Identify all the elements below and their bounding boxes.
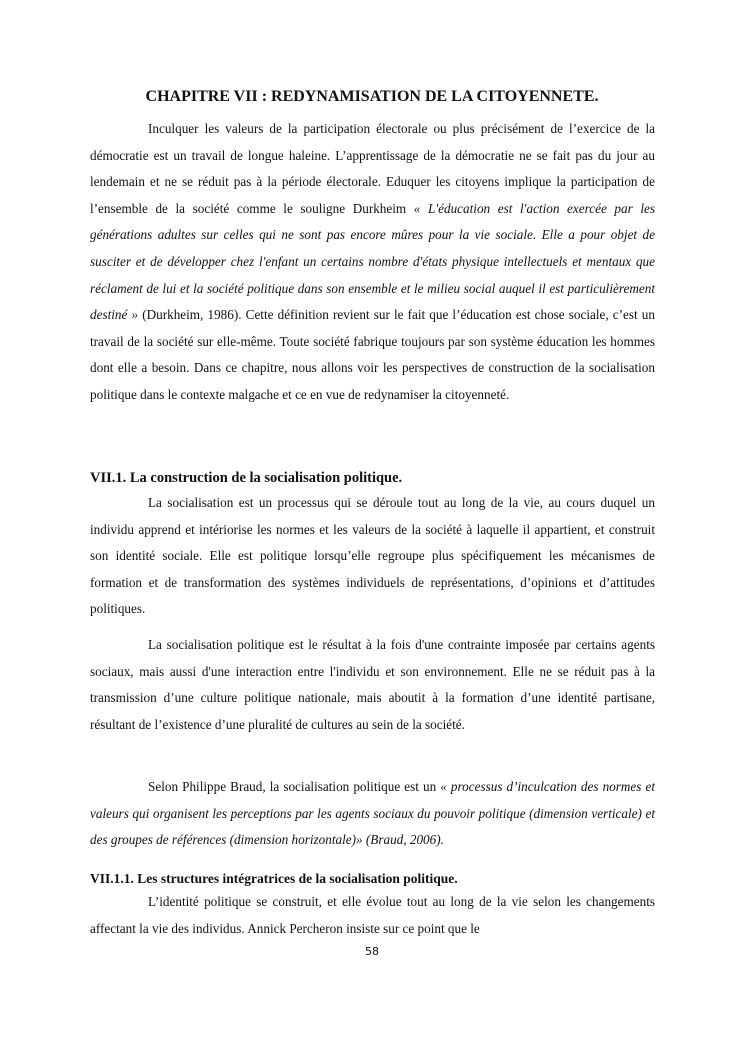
section-1-paragraph-1: La socialisation est un processus qui se déroule tout au long de la vie, au cours duquel un individu apprend et intériorise les normes et les valeurs de la société à laquelle il appartient, et construit son identité sociale. Elle est politique lorsqu’elle regroupe plus spécifiquement les mécanismes de formation et de transformation des systèmes individuels de représentations, d’opinions et d’attitudes politiques. — [90, 495, 655, 617]
intro-paragraph — [90, 116, 655, 409]
section-1-1-paragraph-1: L’identité politique se construit, et elle évolue tout au long de la vie selon les changements affectant la vie des individus. Annick Percheron insiste sur ce point que le — [90, 894, 655, 936]
page-number: 58 — [365, 945, 379, 958]
section-1-paragraph-2: La socialisation politique est le résultat à la fois d'une contrainte imposée par certains agents sociaux, mais aussi d'une interaction entre l'individu et son environnement. Elle ne se réduit pas à la transmission d’une culture politique nationale, mais aboutit à la formation d’une identité partisane, résultant de l’existence d’une pluralité de cultures au sein de la société. — [90, 637, 655, 732]
section-1-paragraph-3 — [90, 774, 655, 854]
braud-lead: Selon Philippe Braud, la socialisation politique est un — [148, 779, 441, 794]
section-heading-vii-1-1: VII.1.1. Les structures intégratrices de la socialisation politique. — [90, 871, 458, 886]
intro-text-continued: (Durkheim, 1986). Cette définition revient sur le fait que l’éducation est chose sociale, c’est un travail de la société sur elle-même. Toute société fabrique toujours par son système éducation les hommes dont elle a besoin. Dans ce chapitre, nous allons voir les perspectives de construction de la socialisation politique dans le contexte malgache et ce en vue de redynamiser la citoyenneté. — [90, 307, 655, 402]
chapter-title: CHAPITRE VII : REDYNAMISATION DE LA CITOYENNETE. — [145, 88, 599, 105]
section-heading-vii-1: VII.1. La construction de la socialisation politique. — [90, 470, 403, 486]
durkheim-quote: « L'éducation est l'action exercée par les générations adultes sur celles qui ne sont pas encore mûres pour la vie sociale. Elle a pour objet de susciter et de développer chez l'enfant un certains nombre d'états physique intellectuels et mentaux que réclament de lui et la société politique dans son ensemble et le milieu social auquel il est particulièrement destiné » — [90, 200, 655, 323]
braud-quote: « processus d’inculcation des normes et valeurs qui organisent les perceptions par les agents sociaux du pouvoir politique (dimension verticale) et des groupes de références (dimension horizontale)» (Braud, 2006). — [90, 779, 655, 848]
intro-text: Inculquer les valeurs de la participation électorale ou plus précisément de l’exercice de la démocratie est un travail de longue haleine. L’apprentissage de la démocratie ne se fait pas du jour au lendemain et ne se réduit pas à la période électorale. Eduquer les citoyens implique la participation de l’ensemble de la société comme le souligne Durkheim — [90, 121, 655, 216]
